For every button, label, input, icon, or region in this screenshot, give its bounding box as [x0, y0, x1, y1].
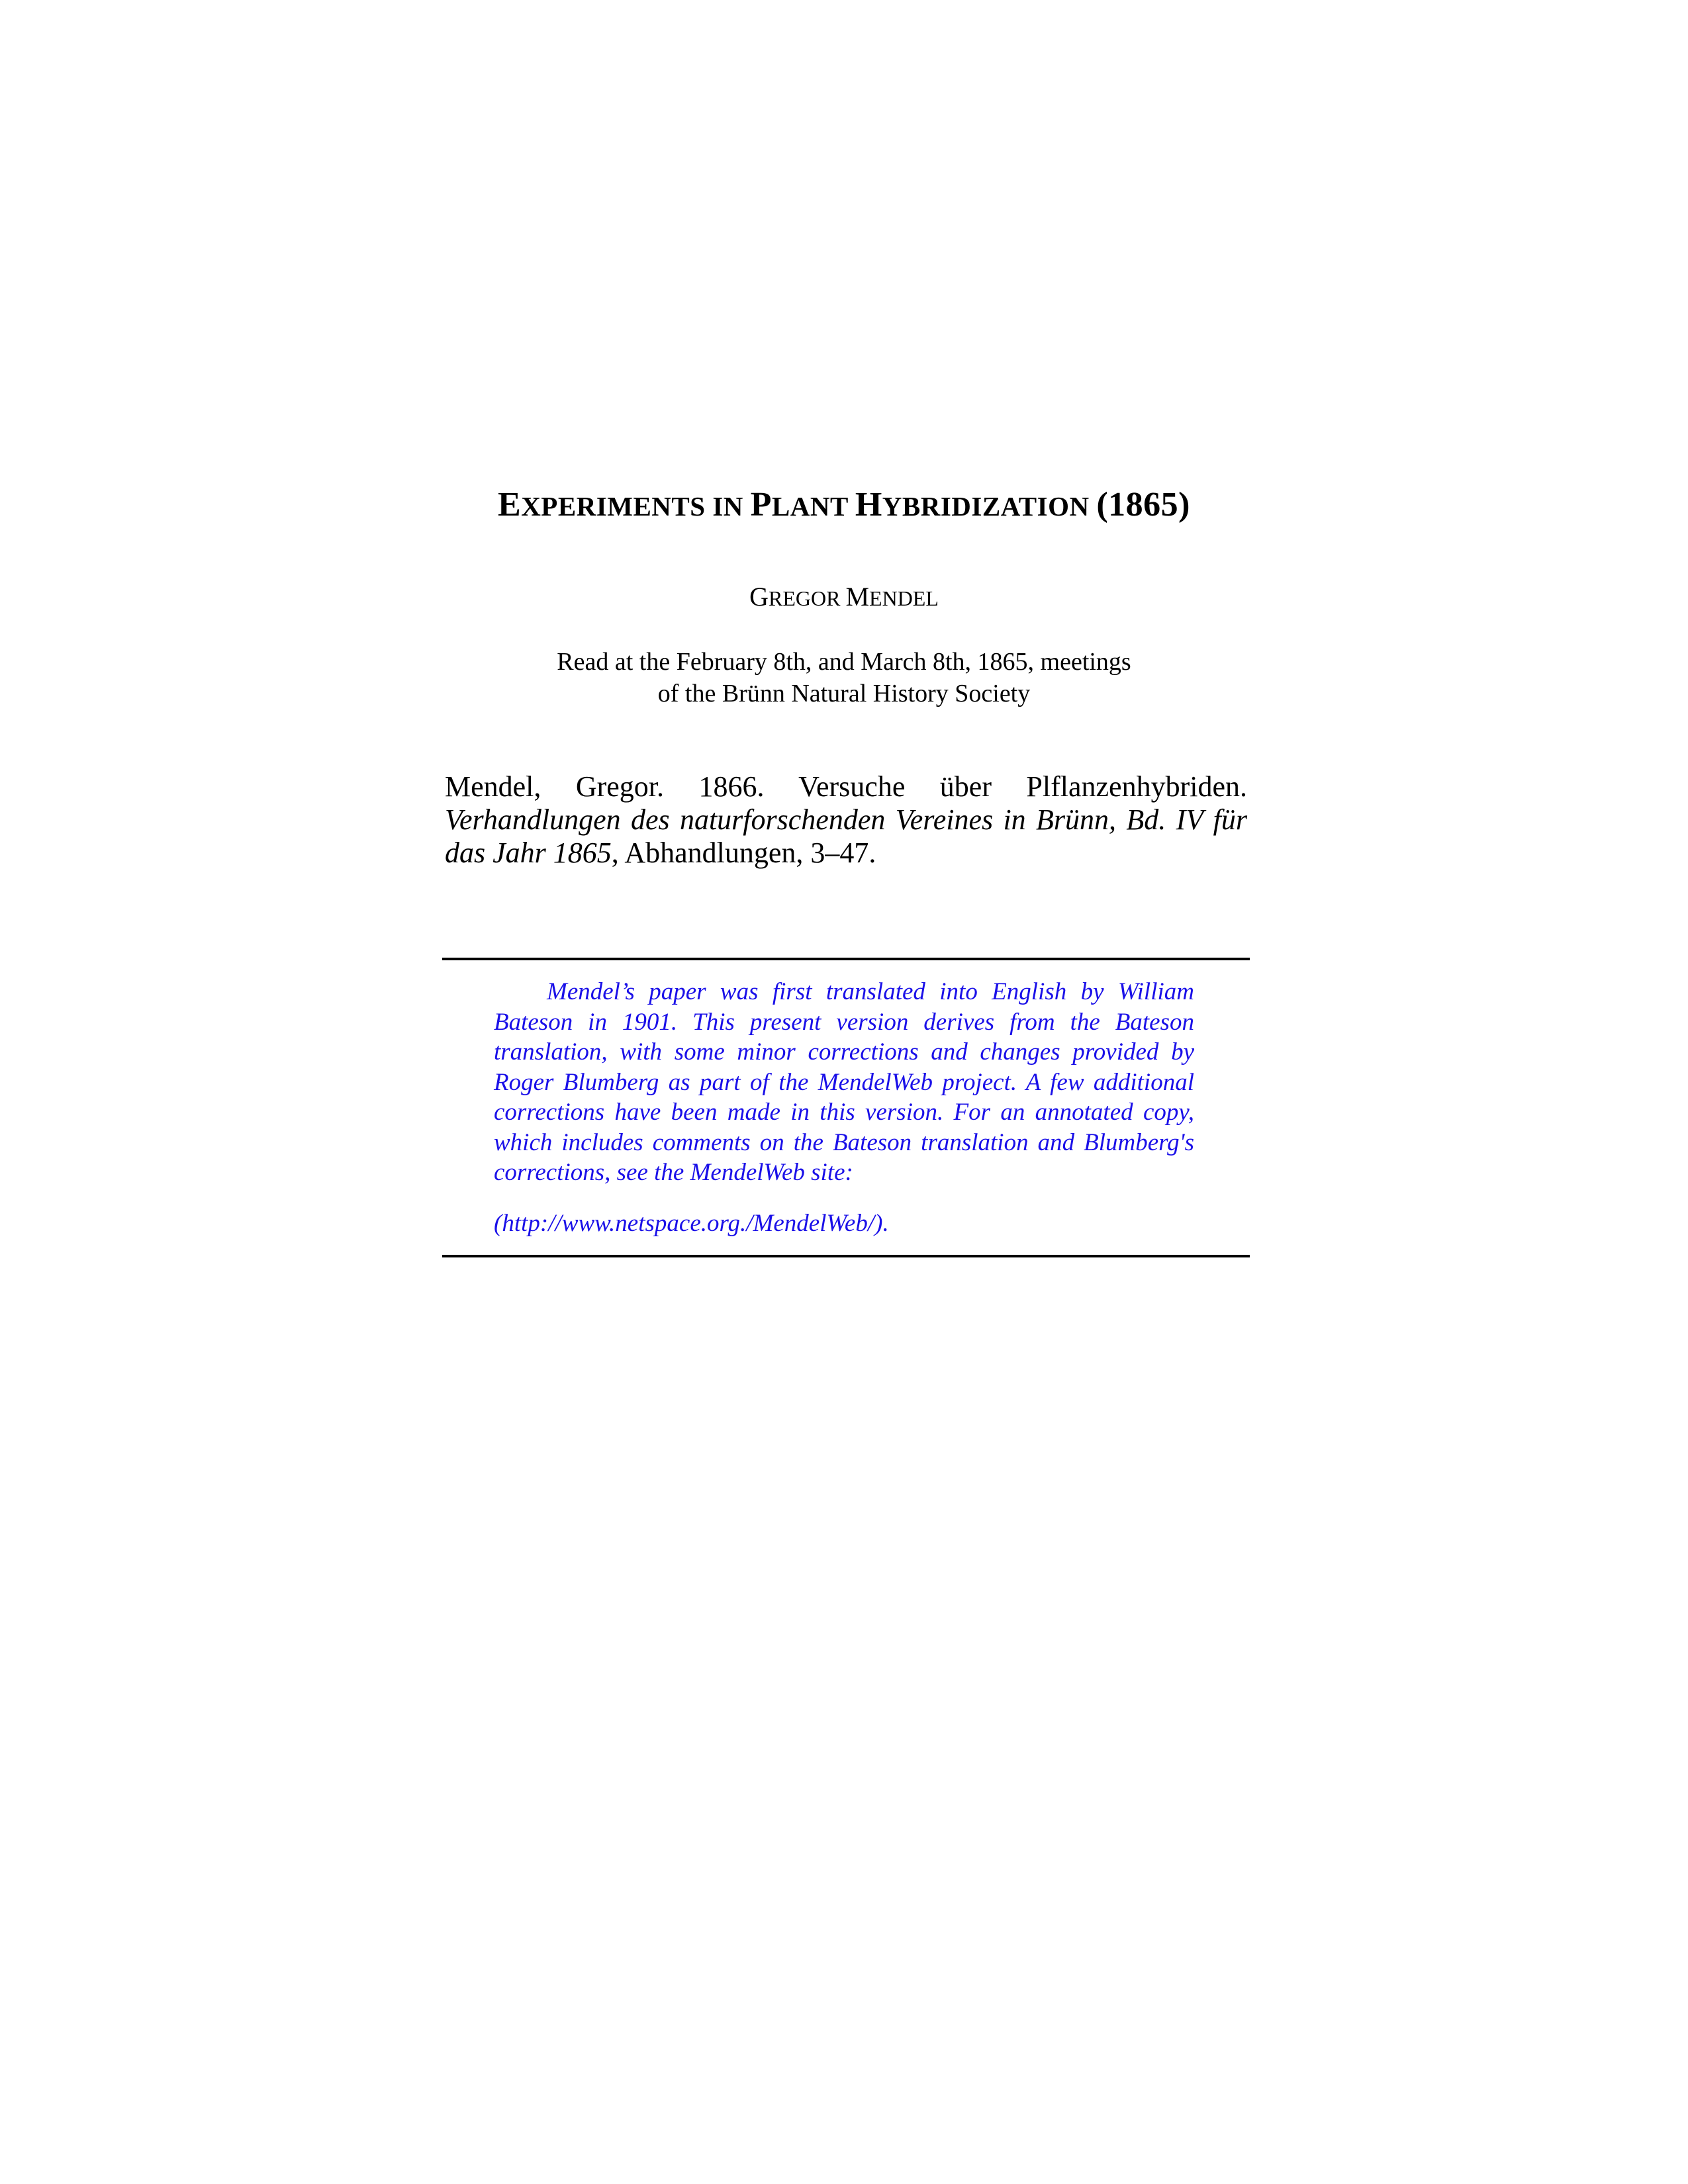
- citation-lead: Mendel, Gregor. 1866. Versuche über Plflanzenhybriden.: [445, 770, 1247, 803]
- read-at-statement: [0, 646, 1688, 709]
- citation-journal: Verhandlungen des naturforschenden Vereines in Brünn, Bd. IV für das Jahr 1865: [445, 803, 1247, 869]
- title-word-plant: LANT: [771, 491, 855, 522]
- title-word-experiments: XPERIMENTS IN: [521, 491, 751, 522]
- title-initial-p: P: [750, 486, 772, 523]
- title-word-hybridization: YBRIDIZATION: [882, 491, 1097, 522]
- original-citation: [445, 770, 1247, 870]
- paper-title: [0, 482, 1688, 529]
- author-last-initial: M: [845, 582, 870, 612]
- read-at-line-1: Read at the February 8th, and March 8th, 1865, meetings: [557, 648, 1131, 676]
- author-name: [0, 580, 1688, 615]
- note-bottom-rule: [442, 1255, 1250, 1257]
- author-first-rest: REGOR: [769, 586, 846, 610]
- read-at-line-2: of the Brünn Natural History Society: [657, 680, 1031, 707]
- title-year: (1865): [1096, 486, 1190, 523]
- citation-tail: , Abhandlungen, 3–47.: [611, 837, 876, 869]
- author-first-initial: G: [749, 582, 769, 612]
- note-top-rule: [442, 958, 1250, 960]
- title-initial-e: E: [498, 486, 522, 523]
- title-initial-h: H: [855, 486, 882, 523]
- author-last-rest: ENDEL: [869, 586, 939, 610]
- translation-note: Mendel’s paper was first translated into English by William Bateson in 1901. This present version derives from the Bateson translation, with some minor corrections and changes provided by Roger Blumberg as part of the MendelWeb project. A few additional corrections have been made in this version. For an annotated copy, which includes comments on the Bateson translation and Blumberg's corrections, see the MendelWeb site:: [494, 978, 1194, 1186]
- mendelweb-url: (http://www.netspace.org./MendelWeb/).: [494, 1210, 889, 1237]
